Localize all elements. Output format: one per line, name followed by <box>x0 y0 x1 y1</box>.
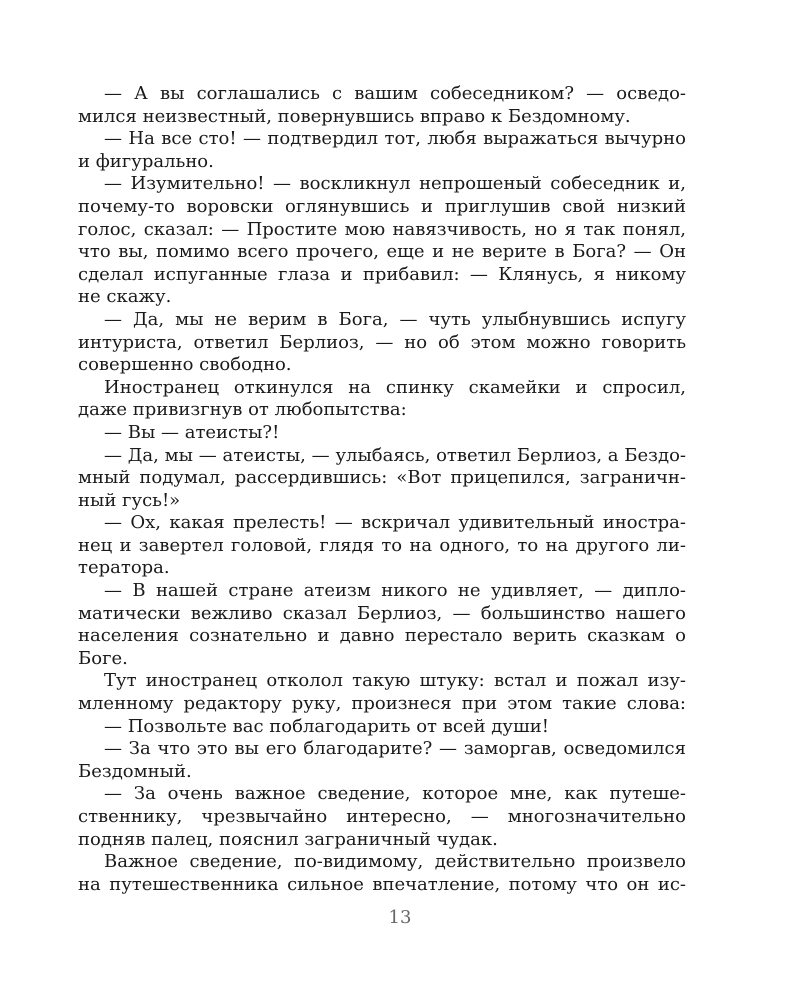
text-line: что вы, помимо всего прочего, еще и не верите в Бога? — Он <box>78 241 686 263</box>
text-line: совершенно свободно. <box>78 354 292 376</box>
text-line: даже привизгнув от любопытства: <box>78 399 407 421</box>
text-line: мился неизвестный, повернувшись вправо к Бездомному. <box>78 105 631 127</box>
text-line: Боге. <box>78 647 128 669</box>
text-line: — Ох, какая прелесть! — вскричал удивительный иностра- <box>104 512 686 534</box>
text-line: интуриста, ответил Берлиоз, — но об этом можно говорить <box>78 331 686 353</box>
text-line: почему-то воровски оглянувшись и приглушив свой низкий <box>78 195 686 217</box>
text-line: нец и завертел головой, глядя то на одного, то на другого ли- <box>78 534 686 556</box>
text-line: тератора. <box>78 557 170 579</box>
text-line: ственнику, чрезвычайно интересно, — многозначительно <box>78 806 686 827</box>
text-line: — Да, мы — атеисты, — улыбаясь, ответил Берлиоз, а Бездо- <box>104 444 686 466</box>
text-line: — За что это вы его благодарите? — заморгав, осведомился <box>104 738 686 760</box>
text-line: мный подумал, рассердившись: «Вот прицепился, заграничн- <box>78 467 686 489</box>
text-line: и фигурально. <box>78 150 214 172</box>
text-line: ный гусь!» <box>78 489 181 511</box>
text-line: на путешественника сильное впечатление, потому что он ис- <box>78 873 686 895</box>
text-line: Иностранец откинулся на спинку скамейки и спросил, <box>104 376 686 398</box>
text-line: голос, сказал: — Простите мою навязчивость, но я так понял, <box>78 218 686 240</box>
text-line: Бездомный. <box>78 760 192 782</box>
text-line: сделал испуганные глаза и прибавил: — Клянусь, я никому <box>78 263 686 285</box>
text-line: — В нашей стране атеизм никого не удивляет, — дипло- <box>104 580 686 602</box>
text-line: матически вежливо сказал Берлиоз, — большинство нашего <box>78 602 686 624</box>
text-line: не скажу. <box>78 286 172 308</box>
text-line: — Да, мы не верим в Бога, — чуть улыбнувшись испугу <box>104 308 686 330</box>
text-line: — Позвольте вас поблагодарить от всей души! <box>104 715 549 737</box>
text-line: населения сознательно и давно перестало верить сказкам о <box>78 625 686 647</box>
body-text <box>78 83 686 896</box>
text-line: Тут иностранец отколол такую штуку: встал и пожал изу- <box>104 670 686 692</box>
text-line: — За очень важное сведение, которое мне, как путеше- <box>104 783 686 805</box>
text-line: — Вы — атеисты?! <box>104 421 280 443</box>
page-number: 13 <box>388 907 412 928</box>
text-line: Важное сведение, по-видимому, действительно произвело <box>104 851 686 873</box>
text-line: — А вы соглашались с вашим собеседником? — осведо- <box>104 83 686 104</box>
text-line: — Изумительно! — воскликнул непрошеный собеседник и, <box>104 173 686 195</box>
text-line: подняв палец, пояснил заграничный чудак. <box>78 828 498 850</box>
text-line: — На все сто! — подтвердил тот, любя выражаться вычурно <box>104 128 686 150</box>
text-line: мленному редактору руку, произнеся при этом такие слова: <box>78 693 686 715</box>
